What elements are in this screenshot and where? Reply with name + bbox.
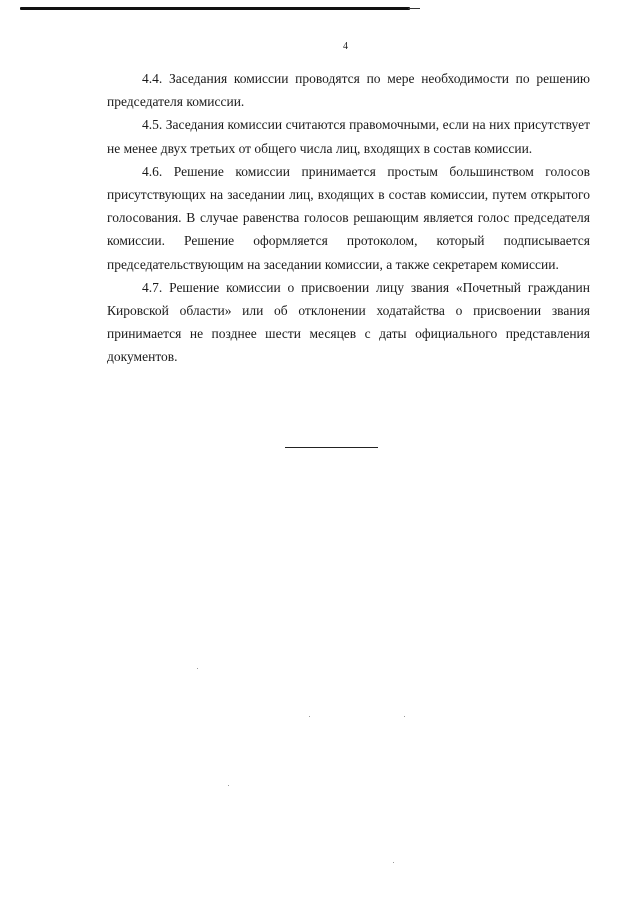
scan-speck: [393, 862, 394, 863]
document-body: [107, 67, 590, 369]
scan-edge-mark-tail: [408, 8, 420, 9]
end-of-text-rule: [285, 447, 378, 448]
page-number: 4: [343, 41, 348, 52]
scan-speck: [228, 785, 229, 786]
scan-speck: [404, 716, 405, 717]
scan-speck: [197, 668, 198, 669]
scan-speck: [309, 716, 310, 717]
scan-edge-mark: [20, 7, 410, 10]
paragraph-4-7: 4.7. Решение комиссии о присвоении лицу звания «Почетный гражданин Кировской области» или об отклонении ходатайства о присвоении звания принимается не позднее шести месяцев с даты официального представления документов.: [107, 279, 590, 365]
paragraph-4-5: 4.5. Заседания комиссии считаются правомочными, если на них присутствует не менее двух третьих от общего числа лиц, входящих в состав комиссии.: [107, 117, 590, 156]
paragraph-4-6: 4.6. Решение комиссии принимается простым большинством голосов присутствующих на заседании лиц, входящих в состав комиссии, путем открытого голосования. В случае равенства голосов решающим является голос председателя комиссии. Решение оформляется протоколом, который подписывается председательствующим на заседании комиссии, а также секретарем комиссии.: [107, 163, 590, 272]
paragraph-4-4: 4.4. Заседания комиссии проводятся по мере необходимости по решению председателя комиссии.: [107, 71, 590, 110]
